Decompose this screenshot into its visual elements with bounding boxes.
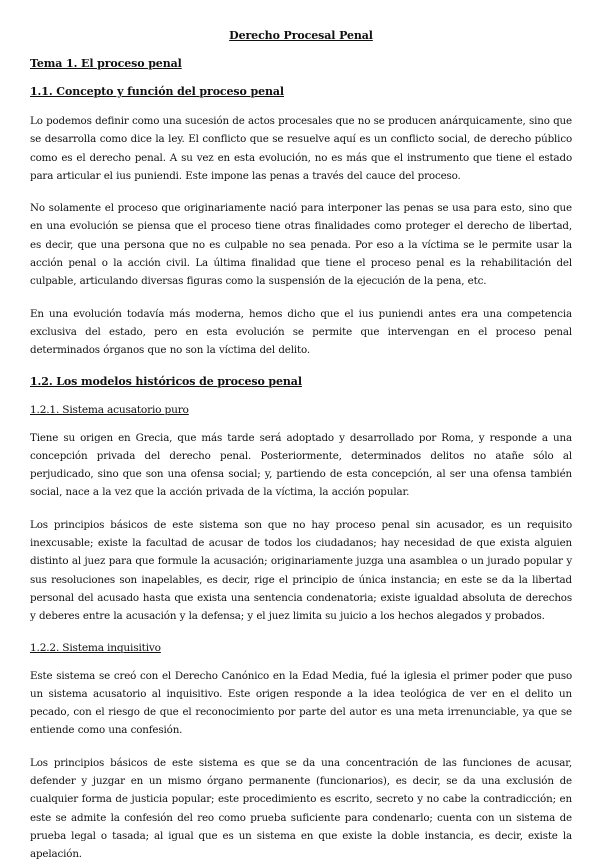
- tema-heading: Tema 1. El proceso penal: [30, 57, 182, 70]
- paragraph: Tiene su origen en Grecia, que más tarde será adoptado y desarrollado por Roma, y responde a una concepción privada del derecho penal. Posteriormente, determinados delitos no atañe sólo al perjudicado, sino que son una ofensa social; y, partiendo de esta concepción, al ser una ofensa también social, nace a la vez que la acción privada de la víctima, la acción popular.: [30, 431, 572, 499]
- subsection-heading-1-2-2: 1.2.2. Sistema inquisitivo: [30, 641, 161, 654]
- section-heading-1-1: 1.1. Concepto y función del proceso penal: [30, 85, 284, 98]
- section-heading-1-2: 1.2. Los modelos históricos de proceso penal: [30, 374, 302, 388]
- paragraph: En una evolución todavía más moderna, hemos dicho que el ius puniendi antes era una competencia exclusiva del estado, pero en esta evolución se permite que intervengan en el proceso penal determinados órganos que no son la víctima del delito.: [30, 307, 572, 357]
- paragraph: No solamente el proceso que originariamente nació para interponer las penas se usa para esto, sino que en una evolución se piensa que el proceso tiene otras finalidades como proteger el derecho de libertad, es decir, que una persona que no es culpable no sea penada. Por eso a la víctima se le permite usar la acción penal o la acción civil. La última finalidad que tiene el proceso penal es la rehabilitación del culpable, articulando diversas figuras como la suspensión de la ejecución de la pena, etc.: [30, 202, 572, 288]
- document-title: Derecho Procesal Penal: [229, 29, 373, 42]
- paragraph: Los principios básicos de este sistema son que no hay proceso penal sin acusador, es un requisito inexcusable; existe la facultad de acusar de todos los ciudadanos; hay necesidad de que exista alguien distinto al juez para que formule la acusación; originariamente juzga una asamblea o un jurado popular y sus resoluciones son inapelables, es decir, rige el principio de única instancia; en este se da la libertad personal del acusado hasta que exista una sentencia condenatoria; existe igualdad absoluta de derechos y deberes entre la acusación y la defensa; y el juez limita su juicio a los hechos alegados y probados.: [30, 518, 572, 623]
- paragraph: Lo podemos definir como una sucesión de actos procesales que no se producen anárquicamente, sino que se desarrolla como dice la ley. El conflicto que se resuelve aquí es un conflicto social, de derecho público como es el derecho penal. A su vez en esta evolución, no es más que el instrumento que tiene el estado para articular el ius puniendi. Este impone las penas a través del cauce del proceso.: [30, 115, 572, 182]
- paragraph: Los principios básicos de este sistema es que se da una concentración de las funciones de acusar, defender y juzgar en un mismo órgano permanente (funcionarios), es decir, se da una exclusión de cualquier forma de justicia popular; este procedimiento es escrito, secreto y no cabe la contradicción; en este se admite la confesión del reo como prueba suficiente para condenarlo; cuenta con un sistema de prueba legal o tasada; al igual que es un sistema en que existe la doble instancia, es decir, existe la apelación.: [30, 756, 572, 861]
- paragraph: Este sistema se creó con el Derecho Canónico en la Edad Media, fué la iglesia el primer poder que puso un sistema acusatorio al inquisitivo. Este origen responde a la idea teológica de ver en el delito un pecado, con el riesgo de que el reconocimiento por parte del autor es una meta irrenunciable, ya que se entiende como una confesión.: [30, 669, 572, 737]
- subsection-heading-1-2-1: 1.2.1. Sistema acusatorio puro: [30, 403, 189, 416]
